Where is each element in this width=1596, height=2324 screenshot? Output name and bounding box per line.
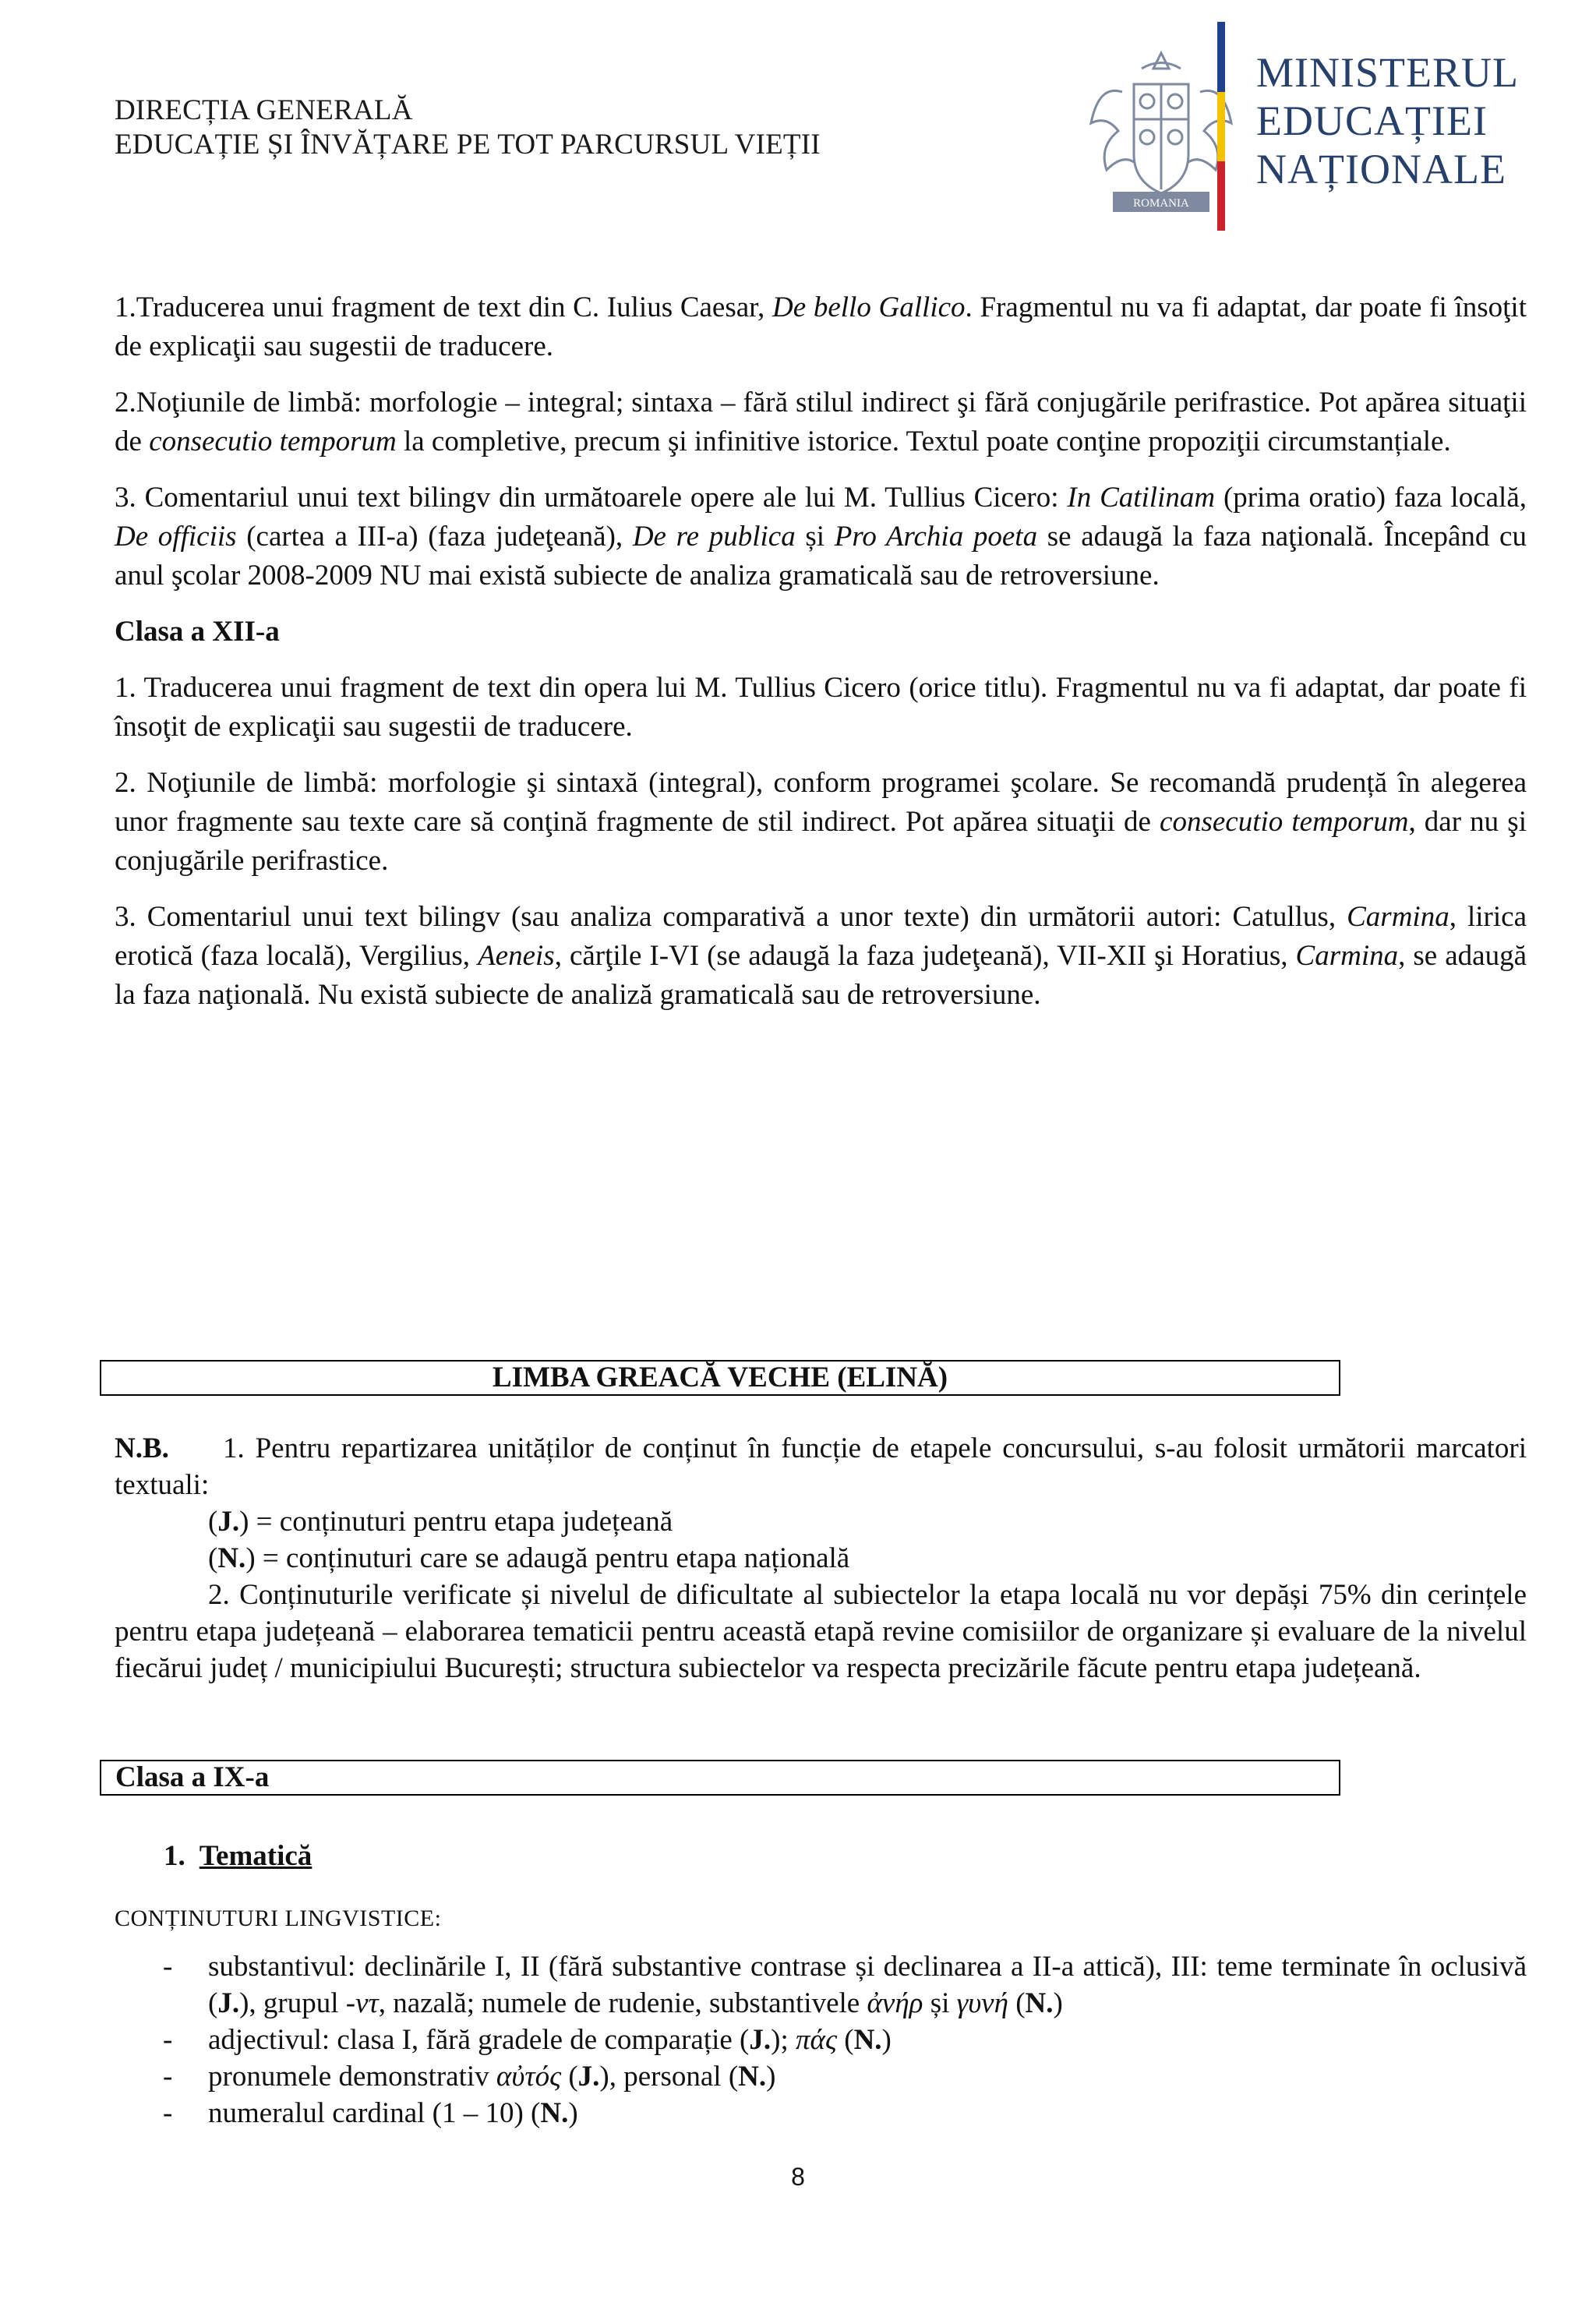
ministry-line-3: NAȚIONALE (1256, 146, 1506, 192)
ministry-name (1256, 48, 1519, 193)
class-9-title: Clasa a IX-a (100, 1760, 1340, 1796)
flag-bar (1217, 22, 1225, 231)
content-label: CONȚINUTURI LINGVISTICE: (115, 1905, 442, 1931)
tematica-heading: 1. Tematică (164, 1840, 312, 1872)
list-item: - adjectivul: clasa I, fără gradele de comparație (J.); πάς (N.) (163, 2024, 892, 2056)
crest-label: ROMANIA (1133, 197, 1189, 210)
ministry-line-1: MINISTERUL (1256, 49, 1519, 96)
header-directorate (115, 94, 821, 162)
latin-paragraph-1: 1.Traducerea unui fragment de text din C. Iulius Caesar, De bello Gallico. Fragmentul nu va fi adaptat, dar poate fi însoţit de explicaţii sau sugestii de traducere. (115, 291, 1527, 362)
class-12-paragraph-2: 2. Noţiunile de limbă: morfologie şi sintaxă (integral), conform programei şcolare. Se recomandă prudență în alegerea unor fragmente sau texte care să conţină fragmente de stil indirect. Pot apărea situaţii de consecutio temporum, dar nu şi conjugările perifrastice. (115, 767, 1527, 877)
marker-n: (N.) = conținuturi care se adaugă pentru etapa națională (208, 1542, 850, 1574)
list-item: - substantivul: declinările I, II (fără substantive contrase și declinarea a II-a attică), III: teme terminate în oclusivă (J.), grupul -ντ, nazală; numele de rudenie, substantivele ἀνήρ și γυνή (N.) (163, 1951, 1527, 2019)
class-12-paragraph-3: 3. Comentariul unui text bilingv (sau analiza comparativă a unor texte) din următorii autori: Catullus, Carmina, lirica erotică (faza locală), Vergilius, Aeneis, cărţile I-VI (se adaugă la faza judeţeană), VII-XII şi Horatius, Carmina, se adaugă la faza naţională. Nu există subiecte de analiză gramaticală sau de retroversiune. (115, 901, 1527, 1011)
latin-paragraph-2: 2.Noţiunile de limbă: morfologie – integral; sintaxa – fără stilul indirect şi fără conjugările perifrastice. Pot apărea situaţii de consecutio temporum la completive, precum şi infinitive istorice. Textul poate conţine propoziţii circumstanțiale. (115, 387, 1527, 457)
page-number: 8 (791, 2163, 805, 2191)
header-line-2: EDUCAȚIE ȘI ÎNVĂȚARE PE TOT PARCURSUL VIEȚII (115, 129, 821, 161)
greek-section-title: LIMBA GREACĂ VECHE (ELINĂ) (100, 1360, 1340, 1396)
ministry-line-2: EDUCAȚIEI (1256, 97, 1488, 144)
latin-section (115, 288, 1527, 1032)
nb-paragraph-1: N.B. 1. Pentru repartizarea unităților de conținut în funcție de etapele concursului, s-au folosit următorii marcatori textuali: (115, 1432, 1527, 1501)
marker-j: (J.) = conținuturi pentru etapa județeană (208, 1506, 673, 1538)
list-item: - numeralul cardinal (1 – 10) (N.) (163, 2097, 578, 2129)
nb-block (115, 1430, 1527, 1686)
linguistic-content-list (115, 1948, 1527, 2132)
list-item: - pronumele demonstrativ αὐτός (J.), personal (N.) (163, 2061, 776, 2093)
nb-paragraph-2: 2. Conținuturile verificate și nivelul de dificultate al subiectelor la etapa locală nu vor depăși 75% din cerințele pentru etapa județeană – elaborarea tematicii pentru această etapă revine comisiilor de organizare și evaluare de la nivelul fiecărui județ / municipiului București; structura subiectelor va respecta precizările făcute pentru etapa județeană. (115, 1579, 1527, 1684)
header-line-1: DIRECȚIA GENERALĂ (115, 94, 413, 126)
class-12-heading: Clasa a XII-a (115, 616, 280, 648)
latin-paragraph-3: 3. Comentariul unui text bilingv din următoarele opere ale lui M. Tullius Cicero: In Catilinam (prima oratio) faza locală, De officiis (cartea a III-a) (faza judeţeană), De re publica și Pro Archia poeta se adaugă la faza naţională. Începând cu anul şcolar 2008-2009 NU mai există subiecte de analiza gramaticală sau de retroversiune. (115, 482, 1527, 592)
class-12-paragraph-1: 1. Traducerea unui fragment de text din opera lui M. Tullius Cicero (orice titlu). Fragmentul nu va fi adaptat, dar poate fi însoţit de explicaţii sau sugestii de traducere. (115, 672, 1527, 743)
